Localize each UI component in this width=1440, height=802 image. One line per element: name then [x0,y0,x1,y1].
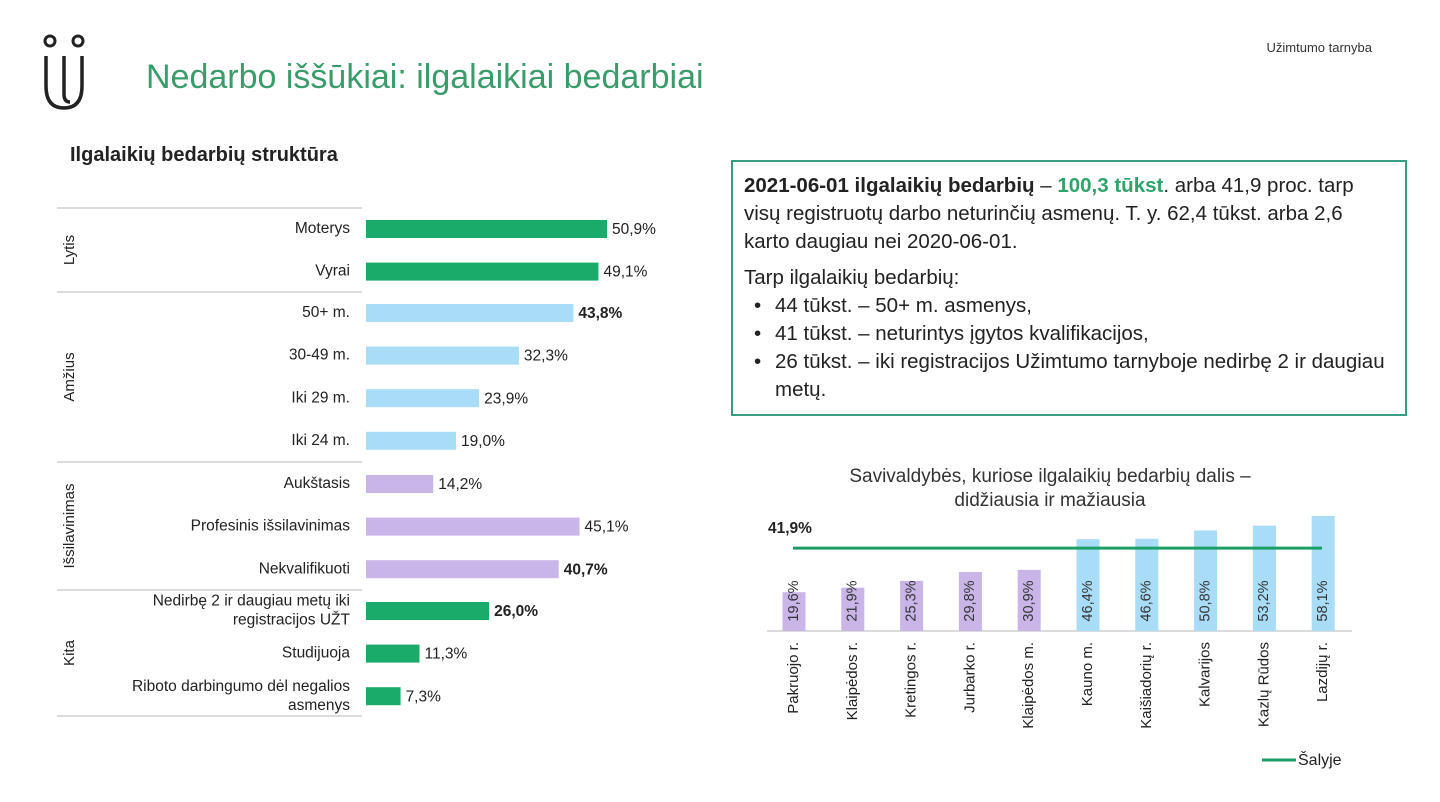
category-label: Kaišiadorių r. [1137,642,1155,729]
summary-highlight: 100,3 tūkst [1057,174,1164,197]
municipality-chart-title-line: Savivaldybės, kuriose ilgalaikių bedarbių dalis – [849,466,1251,487]
bar [366,602,489,620]
bar [366,304,573,322]
summary-text: . arba 41,9 proc. tarp visų registruotų darbo neturinčių asmenų. T. y. 62,4 tūkst. arba 2,6 karto daugiau nei 2020-06-01. [744,174,1354,253]
data-label: 29,8% [962,580,979,622]
summary-box [731,160,1407,416]
category-label: 50+ m. [302,304,350,322]
bar [366,220,607,238]
data-label: 19,0% [460,432,505,450]
reference-line-label: 41,9% [768,520,812,538]
data-label: 53,2% [1256,580,1273,622]
category-label: Jurbarko r. [961,642,979,713]
bar [366,389,479,407]
data-label: 45,1% [584,518,629,536]
brand-name: Užimtumo tarnyba [1266,40,1372,55]
category-label: Iki 24 m. [291,431,350,449]
bar [366,518,580,536]
summary-date-label: 2021-06-01 ilgalaikių bedarbių [744,174,1035,197]
category-label: 30-49 m. [288,346,350,364]
data-label: 11,3% [424,645,468,663]
data-label: 46,6% [1138,580,1155,622]
category-label: Aukštasis [283,475,350,493]
data-label: 43,8% [578,305,623,323]
category-label: Iki 29 m. [291,389,350,407]
category-label: Riboto darbingumo dėl negalios [131,677,350,695]
bar [366,432,456,450]
data-label: 40,7% [563,561,608,579]
category-label: asmenys [287,696,350,714]
data-label: 14,2% [438,476,483,494]
data-label: 32,3% [523,347,568,365]
category-label: Nedirbę 2 ir daugiau metų iki [152,592,350,610]
data-label: 23,9% [484,390,529,408]
data-label: 7,3% [405,688,441,706]
category-label: Klaipėdos m. [1020,642,1038,729]
category-label: Nekvalifikuoti [258,560,350,578]
legend-label: Šalyje [1298,752,1342,770]
municipality-bar-chart [720,500,1440,802]
data-label: 25,3% [903,580,920,622]
structure-chart-title: Ilgalaikių bedarbių struktūra [70,144,338,166]
data-label: 58,1% [1315,580,1332,622]
group-label: Išsilavinimas [60,483,78,569]
municipality-chart-title-line: didžiausia ir mažiausia [954,490,1146,511]
category-label: Vyrai [315,262,350,280]
data-label: 49,1% [603,263,648,281]
bar [366,687,401,705]
data-label: 19,6% [785,580,802,622]
summary-bullet: • 44 tūkst. – 50+ m. asmenys, [754,292,1393,320]
data-label: 21,9% [844,580,861,622]
data-label: 50,9% [612,221,656,239]
category-label: Klaipėdos r. [843,642,861,721]
summary-dash: – [1034,174,1058,197]
category-label: registracijos UŽT [232,611,350,629]
summary-paragraph [744,172,1393,256]
category-label: Pakruojo r. [784,642,802,714]
category-label: Kalvarijos [1196,642,1214,708]
category-label: Kretingos r. [902,642,920,718]
data-label: 50,8% [1197,580,1214,622]
group-label: Lytis [60,234,78,266]
category-label: Kazlų Rūdos [1255,642,1273,728]
data-label: 46,4% [1079,580,1096,622]
summary-subheading: Tarp ilgalaikių bedarbių: [744,266,960,289]
category-label: Moterys [294,220,350,238]
data-label: 30,9% [1021,580,1038,622]
summary-bullet: • 26 tūkst. – iki registracijos Užimtumo tarnyboje nedirbę 2 ir daugiau metų. [754,348,1393,404]
category-label: Studijuoja [281,644,350,662]
page-title: Nedarbo iššūkiai: ilgalaikiai bedarbiai [146,58,704,96]
bar [366,645,420,663]
data-label: 26,0% [494,603,539,621]
bar [366,347,519,365]
bar [366,263,598,281]
bar [366,475,433,493]
group-label: Kita [60,640,78,666]
category-label: Kauno m. [1078,642,1096,707]
summary-bullet: • 41 tūkst. – neturintys įgytos kvalifikacijos, [754,320,1393,348]
summary-bullet-list [754,292,1393,404]
bar [366,560,559,578]
category-label: Profesinis išsilavinimas [190,517,350,535]
group-label: Amžius [60,352,78,402]
category-label: Lazdijų r. [1314,642,1332,703]
